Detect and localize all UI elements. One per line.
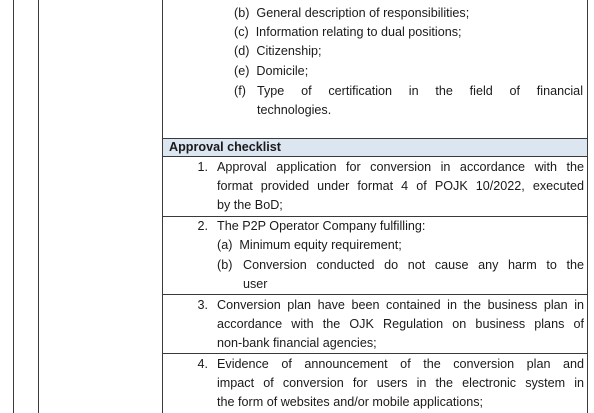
subitem-text: Minimum equity requirement;: [239, 238, 402, 252]
subitem-text: Conversion conducted do not cause any harm to the: [243, 258, 584, 272]
item-text: Information relating to dual positions;: [255, 25, 462, 39]
list-item: [234, 42, 322, 61]
row-divider: [162, 353, 587, 354]
item-label: (f): [234, 84, 246, 98]
item-label: (b): [234, 6, 250, 20]
item-label: (c): [234, 25, 249, 39]
table-border-left: [13, 0, 14, 413]
item-text: Conversion plan have been contained in the business plan in: [217, 298, 584, 312]
item-text: technologies.: [257, 103, 332, 117]
item-number: 3.: [197, 298, 208, 312]
list-item: [234, 23, 462, 42]
item-text: Approval application for conversion in accordance with the: [217, 160, 584, 174]
item-text: Domicile;: [256, 64, 309, 78]
table-column-divider-1: [38, 0, 39, 413]
item-text: Evidence of announcement of the conversion plan and: [217, 357, 584, 371]
item-number: 1.: [197, 160, 208, 174]
list-item: [234, 62, 308, 81]
subitem: [217, 236, 402, 255]
item-text: non-bank financial agencies;: [217, 336, 377, 350]
item-text: by the BoD;: [217, 198, 283, 212]
item-number: 2.: [197, 219, 208, 233]
item-text: The P2P Operator Company fulfilling:: [217, 219, 426, 233]
subitem-label: (b): [217, 258, 233, 272]
item-text: accordance with the OJK Regulation on business plans of: [217, 317, 584, 331]
subitem-label: (a): [217, 238, 233, 252]
item-label: (e): [234, 64, 250, 78]
approval-checklist-header: Approval checklist: [163, 139, 587, 156]
subitem-text: user: [243, 277, 268, 291]
row-divider: [162, 294, 587, 295]
list-item: [234, 4, 469, 23]
item-text: impact of conversion for users in the electronic system in: [217, 376, 584, 390]
list-item: [234, 82, 246, 101]
item-number: 4.: [197, 357, 208, 371]
item-text: the form of websites and/or mobile applications;: [217, 395, 484, 409]
row-divider: [162, 156, 587, 157]
item-text: format provided under format 4 of POJK 10/2022, executed: [217, 179, 584, 193]
item-text: General description of responsibilities;: [256, 6, 470, 20]
table-border-right: [587, 0, 588, 413]
item-label: (d): [234, 44, 250, 58]
item-text: Type of certification in the field of financial: [257, 84, 583, 98]
item-text: Citizenship;: [256, 44, 322, 58]
table-column-divider-2: [162, 0, 163, 413]
